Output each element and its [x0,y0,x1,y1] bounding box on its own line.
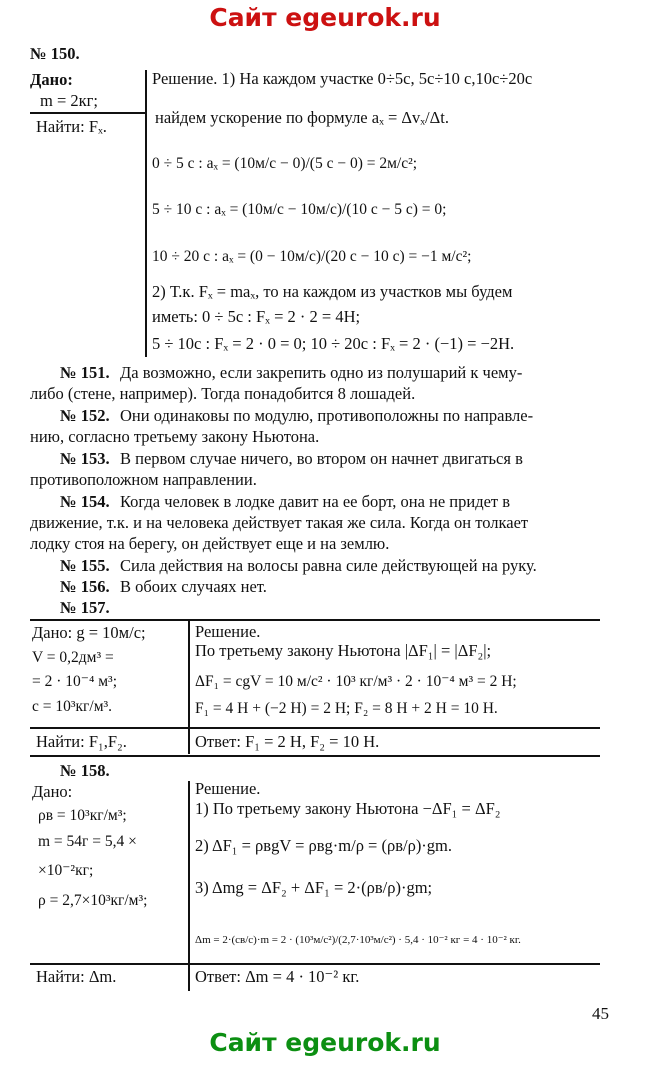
divider-157 [188,619,190,754]
answer-line1-151: Да возможно, если закрепить одно из полушарий к чему- [120,363,523,382]
solution-line3-150: 2) Т.к. Fₓ = maₓ, то на каждом из участков мы будем [152,282,513,301]
given4-158: ρ = 2,7×10³кг/м³; [38,892,148,909]
solution1-157: По третьему закону Ньютона |ΔF₁| = |ΔF₂|; [195,641,492,660]
given-label-150: Дано: [30,70,73,89]
problem-number-156: № 156. [60,577,110,596]
solution-label-157: Решение. [195,622,261,641]
given3-157: = 2 · 10⁻⁴ м³; [32,673,118,690]
problem-number-158: № 158. [60,761,110,780]
page-number: 45 [592,1004,609,1023]
answer-line2-151: либо (стене, например). Тогда понадобится 8 лошадей. [30,384,416,403]
given1-157: Дано: g = 10м/с; [32,623,146,642]
answer-line2-153: противоположном направлении. [30,470,257,489]
solution-line2-150: найдем ускорение по формуле aₓ = Δvₓ/Δt. [155,108,449,127]
given2-157: V = 0,2дм³ = [32,649,114,666]
solution3-157: F₁ = 4 Н + (−2 Н) = 2 Н; F₂ = 8 Н + 2 Н = 10 Н. [195,700,498,717]
answer-158: Ответ: Δm = 4 · 10⁻² кг. [195,967,360,986]
equation1-150: 0 ÷ 5 с : aₓ = (10м/с − 0)/(5 с − 0) = 2м/с²; [152,155,418,172]
solution2-158: 2) ΔF₁ = ρвgV = ρвg·m/ρ = (ρв/ρ)·gm. [195,836,453,855]
find-separator-150 [30,112,145,114]
problem-number-150: № 150. [30,44,80,63]
problem-number-157: № 157. [60,598,110,617]
problem-number-153: № 153. [60,449,110,468]
divider-158 [188,781,190,991]
problem-number-155: № 155. [60,556,110,575]
solution1-158: 1) По третьему закону Ньютона −ΔF₁ = ΔF₂ [195,799,501,818]
given3-158: ×10⁻²кг; [38,862,94,879]
answer-line1-154: Когда человек в лодке давит на ее борт, она не придет в [120,492,511,511]
given2-158: m = 54г = 5,4 × [38,833,137,850]
site-footer[interactable]: Сайт egeurok.ru [209,1028,441,1057]
solution4-158: Δm = 2·(cв/c)·m = 2 · (10³м/с²)/(2,7·10³м/с²) · 5,4 · 10⁻² кг = 4 · 10⁻² кг. [195,934,521,946]
problem-number-154: № 154. [60,492,110,511]
given1-158: ρв = 10³кг/м³; [38,807,127,824]
equation3-150: 10 ÷ 20 с : aₓ = (0 − 10м/с)/(20 с − 10 с) = −1 м/с²; [152,248,472,265]
site-header[interactable]: Сайт egeurok.ru [209,3,441,32]
solution-line1-150: Решение. 1) На каждом участке 0÷5с, 5с÷10 с,10с÷20с [152,69,533,88]
find-158: Найти: Δm. [36,967,117,986]
find-150: Найти: Fₓ. [36,117,107,136]
answer-156: В обоих случаях нет. [120,577,267,596]
answer-line1-152: Они одинаковы по модулю, противоположны по направле- [120,406,534,425]
top-rule-157 [30,619,600,621]
solution3-158: 3) Δmg = ΔF₂ + ΔF₁ = 2·(ρв/ρ)·gm; [195,878,433,897]
equation2-150: 5 ÷ 10 с : aₓ = (10м/с − 10м/с)/(10 с − 5 с) = 0; [152,201,447,218]
given-mass-150: m = 2кг; [40,91,99,110]
solution-label-158: Решение. [195,779,261,798]
divider-150 [145,70,147,357]
problem-number-152: № 152. [60,406,110,425]
answer-line1-153: В первом случае ничего, во втором он начнет двигаться в [120,449,523,468]
solution-line5-150: 5 ÷ 10с : Fₓ = 2 · 0 = 0; 10 ÷ 20с : Fₓ = 2 · (−1) = −2Н. [152,334,515,353]
answer-line2-154: движение, т.к. и на человека действует такая же сила. Когда он толкает [30,513,529,532]
find-157: Найти: F₁,F₂. [36,732,127,751]
answer-rule-157 [30,727,600,729]
answer-line3-154: лодку стоя на берегу, он действует еще и на землю. [30,534,390,553]
answer-155: Сила действия на волосы равна силе действующей на руку. [120,556,537,575]
given4-157: c = 10³кг/м³. [32,698,113,715]
answer-rule-158 [30,963,600,965]
problem-number-151: № 151. [60,363,110,382]
answer-line2-152: нию, согласно третьему закону Ньютона. [30,427,320,446]
solution2-157: ΔF₁ = cgV = 10 м/с² · 10³ кг/м³ · 2 · 10⁻⁴ м³ = 2 Н; [195,673,517,690]
answer-157: Ответ: F₁ = 2 Н, F₂ = 10 Н. [195,732,380,751]
solution-line4-150: иметь: 0 ÷ 5с : Fₓ = 2 · 2 = 4Н; [152,307,361,326]
bottom-rule-157 [30,755,600,757]
given-label-158: Дано: [32,782,73,801]
